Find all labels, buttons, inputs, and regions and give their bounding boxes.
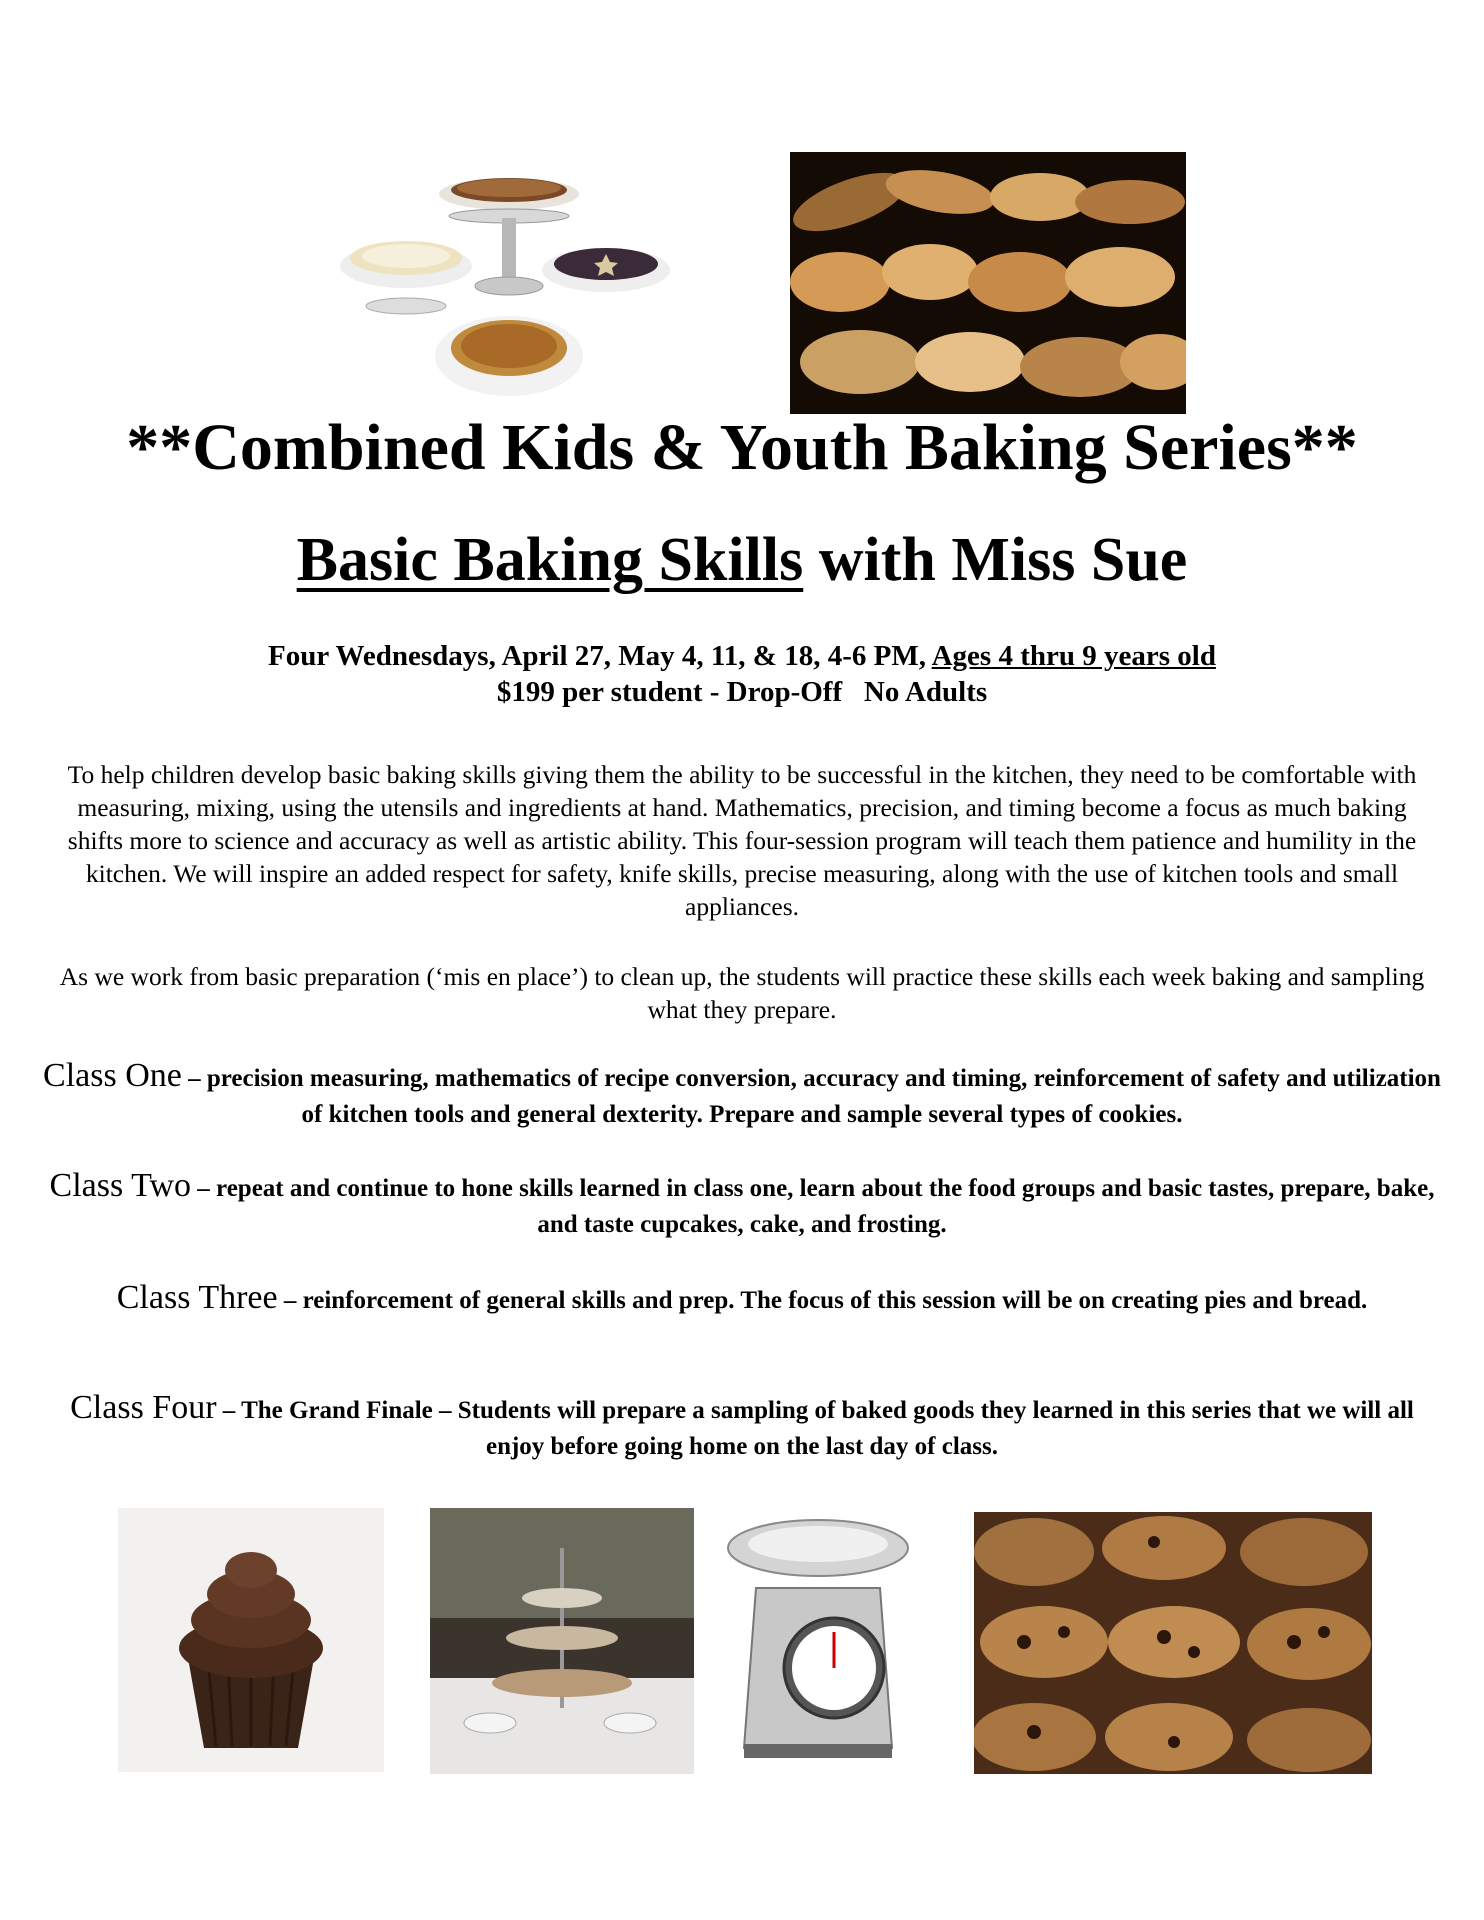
schedule-text: Four Wednesdays, April 27, May 4, 11, & 18, 4-6 PM,	[268, 640, 932, 672]
class-three	[40, 1280, 1444, 1319]
class-two-desc: – repeat and continue to hone skills learned in class one, learn about the food groups and basic tastes, prepare, bake, and taste cupcakes, cake, and frosting.	[191, 1175, 1435, 1238]
price-line: $199 per student - Drop-Off No Adults	[496, 676, 988, 708]
cupcake-image	[118, 1508, 384, 1772]
class-four-desc: – The Grand Finale – Students will prepare a sampling of baked goods they learned in this series that we will all enjoy before going home on the last day of class.	[216, 1397, 1414, 1460]
cookies-illustration	[974, 1512, 1372, 1774]
class-three-name: Class Three	[116, 1279, 278, 1316]
tea-tray-image	[430, 1508, 694, 1774]
cookies-image	[974, 1512, 1372, 1774]
subtitle-rest: with Miss Sue	[803, 526, 1188, 594]
pies-illustration	[334, 166, 680, 410]
breads-illustration	[790, 152, 1186, 414]
intro-paragraph: To help children develop basic baking skills giving them the ability to be successful in the kitchen, they need to be comfortable with measuring, mixing, using the utensils and ingredients at hand. Mathematics, precision, and timing become a focus as much baking shifts more to science and accuracy as well as artistic ability. This four-session program will teach them patience and humility in the kitchen. We will inspire an added respect for safety, knife skills, precise measuring, along with the use of kitchen tools and small appliances.	[67, 760, 1417, 921]
subtitle-underlined: Basic Baking Skills	[296, 526, 804, 594]
pies-image	[334, 166, 680, 410]
class-three-desc: – reinforcement of general skills and prep. The focus of this session will be on creating pies and bread.	[277, 1287, 1368, 1314]
class-one-desc: – precision measuring, mathematics of recipe conversion, accuracy and timing, reinforcement of safety and utilization of kitchen tools and general dexterity. Prepare and sample several types of cookies.	[181, 1065, 1441, 1128]
scale-image	[716, 1508, 920, 1774]
prep-paragraph: As we work from basic preparation (‘mis en place’) to clean up, the students will practice these skills each week baking and sampling what they prepare.	[59, 962, 1425, 1024]
class-one	[40, 1058, 1444, 1133]
page-title: **Combined Kids & Youth Baking Series**	[126, 411, 1358, 484]
tea-tray-illustration	[430, 1508, 694, 1774]
class-one-name: Class One	[43, 1057, 182, 1094]
breads-image	[790, 152, 1186, 414]
page-subtitle	[0, 522, 1484, 598]
class-four-name: Class Four	[70, 1389, 217, 1426]
class-two	[40, 1168, 1444, 1243]
ages-text: Ages 4 thru 9 years old	[931, 640, 1216, 672]
cupcake-illustration	[118, 1508, 384, 1772]
class-details	[0, 638, 1484, 710]
scale-illustration	[716, 1508, 920, 1774]
class-four	[40, 1390, 1444, 1465]
schedule-line	[0, 638, 1484, 674]
class-two-name: Class Two	[49, 1167, 192, 1204]
